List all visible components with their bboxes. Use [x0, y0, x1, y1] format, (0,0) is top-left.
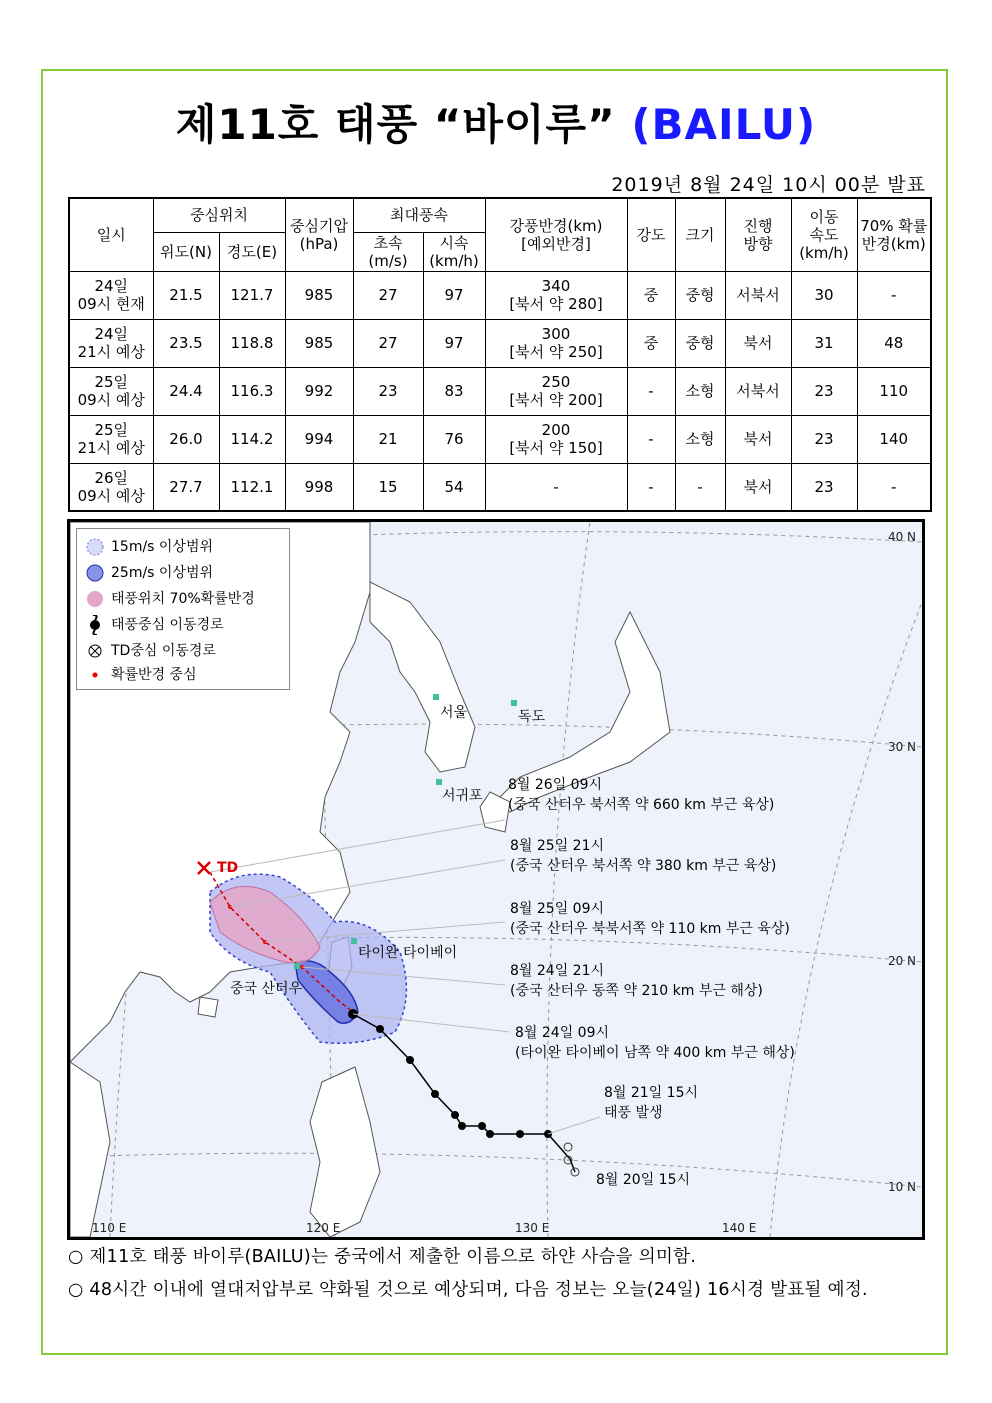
legend-item-25ms: 25m/s 이상범위	[111, 565, 214, 581]
cell-wind-ms: 27	[353, 271, 423, 319]
cell-lat: 21.5	[153, 271, 219, 319]
label-shantou: 중국 산터우	[230, 981, 303, 997]
seoul-marker	[433, 694, 439, 700]
prob-center-icon	[85, 665, 105, 685]
cell-datetime: 24일 09시 현재	[69, 271, 153, 319]
cell-prob-radius: 110	[857, 367, 931, 415]
annotation-0825-09	[510, 898, 790, 938]
shantou-marker	[294, 963, 300, 969]
legend-25ms-icon	[85, 563, 105, 583]
cell-lon: 121.7	[219, 271, 285, 319]
luzon-island	[310, 1067, 380, 1237]
cell-intensity: 중	[627, 319, 675, 367]
header-prob-radius	[857, 198, 931, 271]
typhoon-info-table	[68, 197, 932, 512]
annotation-desc: (타이완 타이베이 남쪽 약 400 km 부근 해상)	[515, 1045, 795, 1061]
cell-pressure: 985	[285, 319, 353, 367]
cell-wind-kmh: 54	[423, 463, 485, 511]
cell-lat: 24.4	[153, 367, 219, 415]
cell-lon: 112.1	[219, 463, 285, 511]
korea-peninsula	[370, 582, 475, 772]
dokdo-marker	[511, 700, 517, 706]
header-size: 크기	[675, 198, 725, 271]
cell-lat: 23.5	[153, 319, 219, 367]
header-gale-radius	[485, 198, 627, 271]
legend-prob-icon	[85, 589, 105, 609]
header-direction-2: 방향	[743, 234, 773, 253]
issued-time: 2019년 8월 24일 10시 00분 발표	[611, 174, 926, 196]
lat-label-20: 20 N	[887, 954, 916, 968]
label-td: TD	[217, 860, 239, 876]
legend-item-track: 태풍중심 이동경로	[111, 617, 224, 633]
cell-size: 소형	[675, 367, 725, 415]
table-row	[69, 319, 931, 367]
td-point	[564, 1143, 572, 1151]
header-prob-2: 반경(km)	[861, 234, 926, 253]
cell-direction: 북서	[725, 463, 791, 511]
annotation-date: 8월 25일 21시	[510, 838, 605, 854]
header-pressure-label: 중심기압	[290, 216, 348, 235]
table-header-row	[69, 198, 931, 232]
cell-direction: 북서	[725, 415, 791, 463]
cell-wind-ms: 15	[353, 463, 423, 511]
annotation-date: 8월 21일 15시	[604, 1085, 699, 1101]
header-speed-1: 이동	[809, 207, 839, 226]
taipei-marker	[351, 938, 357, 944]
lat-label-30: 30 N	[887, 740, 916, 754]
cell-lon: 114.2	[219, 415, 285, 463]
cell-size: 소형	[675, 415, 725, 463]
legend-item-td: TD중심 이동경로	[111, 643, 216, 659]
table-row	[69, 415, 931, 463]
typhoon-symbol-icon	[85, 615, 105, 635]
cell-gale-radius: 300 [북서 약 250]	[485, 319, 627, 367]
cell-wind-ms: 21	[353, 415, 423, 463]
cell-size: 중형	[675, 271, 725, 319]
header-prob-1: 70% 확률	[860, 216, 928, 235]
label-dokdo: 독도	[518, 709, 546, 725]
legend-item-prob-center: 확률반경 중심	[111, 667, 197, 683]
note-name-meaning: ○ 제11호 태풍 바이루(BAILU)는 중국에서 제출한 이름으로 하얀 사슴을 의미함.	[68, 1247, 697, 1267]
cell-wind-kmh: 97	[423, 319, 485, 367]
table-row	[69, 463, 931, 511]
cell-wind-kmh: 97	[423, 271, 485, 319]
label-seoul: 서울	[440, 705, 468, 721]
annotation-desc: (중국 산터우 동쪽 약 210 km 부근 해상)	[510, 983, 763, 999]
track-point	[478, 1122, 486, 1130]
header-wind-kmh-label: 시속	[439, 233, 469, 252]
table-body	[69, 271, 931, 511]
track-point	[458, 1122, 466, 1130]
cell-direction: 서북서	[725, 367, 791, 415]
cell-prob-radius: -	[857, 463, 931, 511]
cell-lon: 118.8	[219, 319, 285, 367]
cell-speed: 31	[791, 319, 857, 367]
cell-speed: 23	[791, 367, 857, 415]
cell-speed: 23	[791, 463, 857, 511]
annotation-0824-21	[510, 960, 763, 1000]
cell-gale-radius: 200 [북서 약 150]	[485, 415, 627, 463]
lon-label-120: 120 E	[306, 1221, 341, 1235]
header-wind-kmh	[423, 232, 485, 271]
cell-intensity: -	[627, 367, 675, 415]
annotation-0826-09	[508, 774, 774, 814]
annotation-date: 8월 20일 15시	[596, 1172, 691, 1188]
header-lon: 경도(E)	[219, 232, 285, 271]
legend-item-prob: 태풍위치 70%확률반경	[111, 591, 255, 607]
cell-pressure: 985	[285, 271, 353, 319]
lon-label-110: 110 E	[92, 1221, 127, 1235]
cell-intensity: -	[627, 463, 675, 511]
header-gale-radius-sub: [예외반경]	[521, 234, 591, 253]
track-point	[406, 1056, 414, 1064]
cell-direction: 서북서	[725, 271, 791, 319]
legend-item-15ms: 15m/s 이상범위	[111, 539, 214, 555]
cell-size: 중형	[675, 319, 725, 367]
cell-datetime: 25일 09시 예상	[69, 367, 153, 415]
page-title	[0, 92, 992, 152]
header-datetime: 일시	[69, 198, 153, 271]
hainan-island	[198, 997, 218, 1017]
cell-size: -	[675, 463, 725, 511]
lon-label-130: 130 E	[515, 1221, 550, 1235]
annotation-desc: 태풍 발생	[604, 1105, 663, 1121]
lat-label-10: 10 N	[887, 1180, 916, 1194]
header-speed-2: 속도	[809, 225, 839, 244]
table-row	[69, 367, 931, 415]
cell-speed: 30	[791, 271, 857, 319]
cell-lon: 116.3	[219, 367, 285, 415]
cell-wind-kmh: 83	[423, 367, 485, 415]
cell-lat: 26.0	[153, 415, 219, 463]
legend-15ms-icon	[85, 537, 105, 557]
header-direction-1: 진행	[743, 216, 773, 235]
annotation-0821-15	[604, 1082, 698, 1122]
header-pressure	[285, 198, 353, 271]
track-point	[451, 1111, 459, 1119]
cell-wind-ms: 23	[353, 367, 423, 415]
cell-pressure: 994	[285, 415, 353, 463]
cell-gale-radius: -	[485, 463, 627, 511]
header-speed	[791, 198, 857, 271]
cell-prob-radius: 48	[857, 319, 931, 367]
note-forecast: ○ 48시간 이내에 열대저압부로 약화될 것으로 예상되며, 다음 정보는 오늘(24일) 16시경 발표될 예정.	[68, 1280, 868, 1300]
cell-prob-radius: -	[857, 271, 931, 319]
header-wind-ms	[353, 232, 423, 271]
cell-gale-radius: 340 [북서 약 280]	[485, 271, 627, 319]
cell-lat: 27.7	[153, 463, 219, 511]
annotation-date: 8월 25일 09시	[510, 901, 605, 917]
header-wind-ms-unit: (m/s)	[368, 251, 408, 270]
td-markers	[564, 1143, 579, 1176]
cell-intensity: 중	[627, 271, 675, 319]
lon-label-140: 140 E	[722, 1221, 757, 1235]
annotation-desc: (중국 산터우 북북서쪽 약 110 km 부근 육상)	[510, 921, 790, 937]
cell-pressure: 992	[285, 367, 353, 415]
label-taipei: 타이완 타이베이	[358, 945, 458, 961]
annotation-date: 8월 26일 09시	[508, 777, 603, 793]
cell-datetime: 26일 09시 예상	[69, 463, 153, 511]
label-seogwipo: 서귀포	[442, 788, 483, 804]
header-intensity: 강도	[627, 198, 675, 271]
header-center-position: 중심위치	[153, 198, 285, 232]
header-gale-radius-label: 강풍반경(km)	[509, 216, 603, 235]
header-speed-unit: (km/h)	[799, 243, 849, 262]
map-legend	[76, 528, 290, 690]
track-point	[486, 1130, 494, 1138]
lat-label-40: 40 N	[887, 530, 916, 544]
cell-datetime: 25일 21시 예상	[69, 415, 153, 463]
track-point	[516, 1130, 524, 1138]
table-row	[69, 271, 931, 319]
header-wind-ms-label: 초속	[373, 233, 403, 252]
cell-direction: 북서	[725, 319, 791, 367]
vietnam-coast	[70, 1062, 110, 1237]
annotation-date: 8월 24일 21시	[510, 963, 605, 979]
cell-prob-radius: 140	[857, 415, 931, 463]
annotation-0824-09	[515, 1022, 795, 1062]
header-lat: 위도(N)	[153, 232, 219, 271]
typhoon-track-map	[67, 519, 925, 1240]
cell-pressure: 998	[285, 463, 353, 511]
track-point	[376, 1025, 384, 1033]
title-english: (BAILU)	[631, 100, 817, 149]
cell-wind-ms: 27	[353, 319, 423, 367]
cell-wind-kmh: 76	[423, 415, 485, 463]
track-point	[431, 1090, 439, 1098]
annotation-0820-15	[596, 1169, 690, 1189]
header-wind-kmh-unit: (km/h)	[429, 251, 479, 270]
annotation-0825-21	[510, 835, 776, 875]
title-main: 제11호 태풍 “바이루”	[175, 100, 616, 149]
cell-gale-radius: 250 [북서 약 200]	[485, 367, 627, 415]
header-pressure-unit: (hPa)	[299, 234, 339, 253]
header-max-wind: 최대풍속	[353, 198, 485, 232]
cell-speed: 23	[791, 415, 857, 463]
annotation-date: 8월 24일 09시	[515, 1025, 610, 1041]
td-symbol-icon	[85, 641, 105, 661]
notes	[68, 1241, 868, 1307]
cell-intensity: -	[627, 415, 675, 463]
annotation-desc: (중국 산터우 북서쪽 약 380 km 부근 육상)	[510, 858, 777, 874]
cell-datetime: 24일 21시 예상	[69, 319, 153, 367]
annotation-desc: (중국 산터우 북서쪽 약 660 km 부근 육상)	[508, 797, 775, 813]
header-direction	[725, 198, 791, 271]
